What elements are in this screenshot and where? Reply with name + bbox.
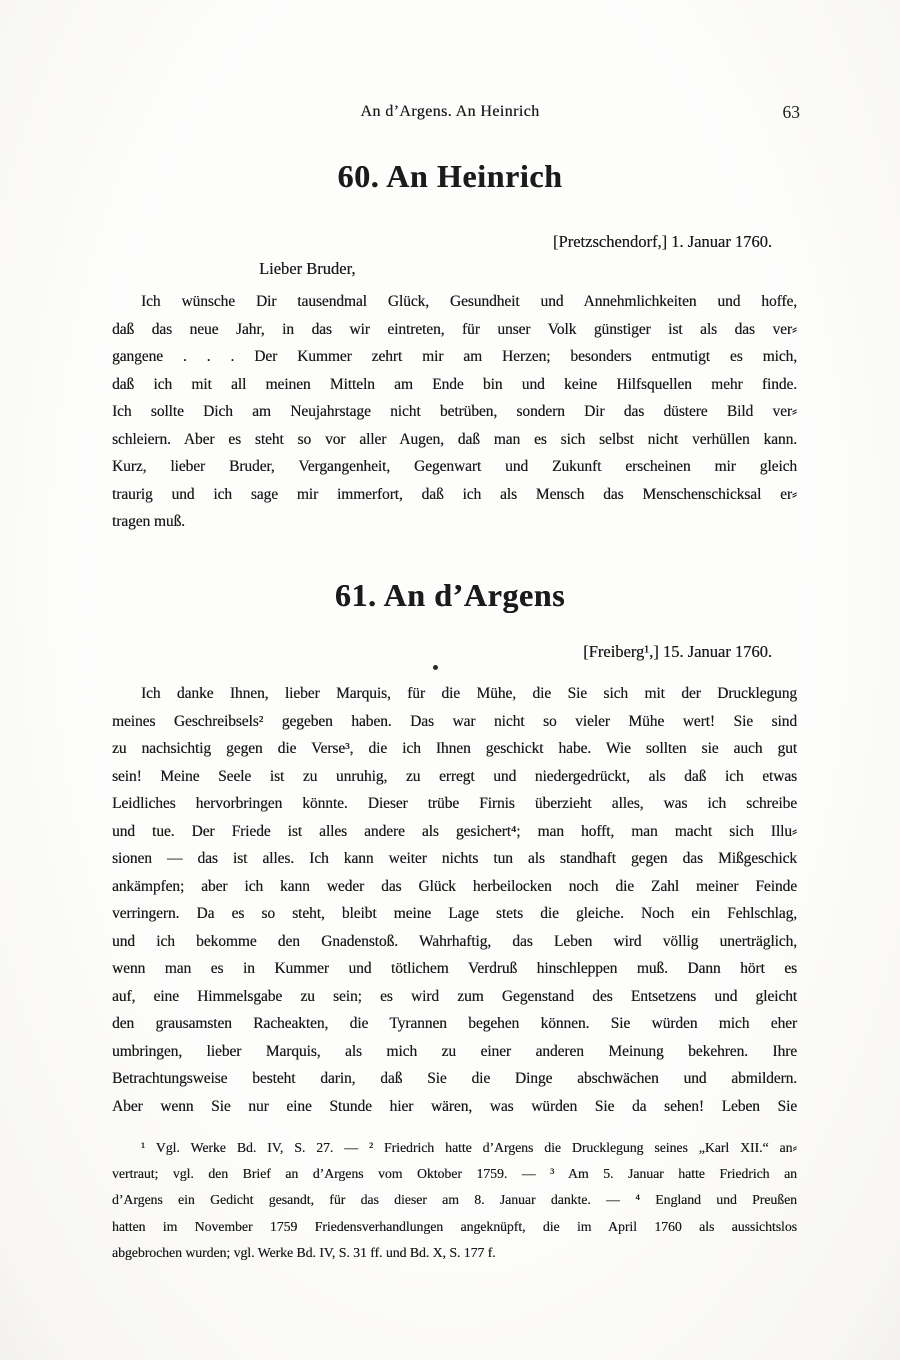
letter-61-body (112, 680, 797, 1120)
text-line: auf, eine Himmelsgabe zu sein; es wird zum Gegenstand des Entsetzens und gleicht (112, 987, 797, 1005)
page-number: 63 (782, 102, 800, 122)
letter-60-heading: 60. An Heinrich (337, 158, 563, 194)
text-line: Ich wünsche Dir tausendmal Glück, Gesundheit und Annehmlichkeiten und hoffe, (141, 293, 797, 310)
text-line: ankämpfen; aber ich kann weder das Glück herbeilocken noch die Zahl meiner Feinde (112, 877, 797, 895)
footnote-line: d’Argens ein Gedicht gesandt, für das dieser am 8. Januar dankte. — ⁴ England und Preußen (112, 1192, 797, 1208)
text-line: umbringen, lieber Marquis, als mich zu einer anderen Meinung bekehren. Ihre (112, 1042, 797, 1060)
letter-60-salutation: Lieber Bruder, (259, 259, 356, 278)
running-header-title: An d’Argens. An Heinrich (360, 103, 540, 120)
text-line: und ich bekomme den Gnadenstoß. Wahrhaftig, das Leben wird völlig unerträglich, (112, 932, 797, 950)
letter-60-dateline: [Pretzschendorf,] 1. Januar 1760. (552, 232, 772, 251)
text-line: und tue. Der Friede ist alles andere als gesichert⁴; man hofft, man macht sich Illu⸗ (112, 822, 797, 840)
footnotes-section (112, 1135, 797, 1266)
text-line: verringern. Da es so steht, bleibt meine Lage stets die gleiche. Noch ein Fehlschlag, (112, 905, 797, 922)
text-line: schleiern. Aber es steht so vor aller Augen, daß man es sich selbst nicht verhüllen kann. (112, 430, 797, 448)
text-line: Ich sollte Dich am Neujahrstage nicht betrüben, sondern Dir das düstere Bild ver⸗ (112, 403, 797, 420)
footnote-line: hatten im November 1759 Friedensverhandlungen angeknüpft, die im April 1760 als aussichtslos (112, 1218, 797, 1234)
letter-60-body (112, 288, 797, 536)
text-line: sein! Meine Seele ist zu unruhig, zu erregt und niedergedrückt, als daß ich etwas (112, 767, 797, 785)
text-line: Kurz, lieber Bruder, Vergangenheit, Gegenwart und Zukunft erscheinen mir gleich (112, 458, 797, 475)
text-line: Betrachtungsweise besteht darin, daß Sie die Dinge abschwächen und abmildern. (112, 1070, 797, 1087)
ink-speck (433, 665, 438, 670)
text-line: sionen — das ist alles. Ich kann weiter nichts tun als standhaft gegen das Mißgeschick (112, 850, 797, 867)
text-line: Ich danke Ihnen, lieber Marquis, für die Mühe, die Sie sich mit der Drucklegung (141, 685, 797, 702)
footnote-line: abgebrochen wurden; vgl. Werke Bd. IV, S. 31 ff. und Bd. X, S. 177 f. (112, 1244, 496, 1260)
letter-61-dateline: [Freiberg¹,] 15. Januar 1760. (583, 642, 772, 661)
letter-61-heading: 61. An d’Argens (334, 577, 566, 613)
text-line: wenn man es in Kummer und tötlichem Verdruß hinschleppen muß. Dann hört es (112, 960, 797, 977)
footnote-line: ¹ Vgl. Werke Bd. IV, S. 27. — ² Friedrich hatte d’Argens die Drucklegung seines „Karl XII.“ an⸗ (141, 1140, 797, 1155)
text-line: daß das neue Jahr, in das wir eintreten, für unser Volk günstiger ist als das ver⸗ (112, 320, 797, 338)
footnote-line: vertraut; vgl. den Brief an d’Argens vom Oktober 1759. — ³ Am 5. Januar hatte Friedrich an (112, 1166, 797, 1182)
text-line: den grausamsten Racheakten, die Tyrannen begehen können. Sie würden mich eher (112, 1015, 797, 1032)
text-line: meines Geschreibsels² gegeben haben. Das war nicht so vieler Mühe wert! Sie sind (112, 712, 797, 730)
text-line: tragen muß. (112, 513, 185, 530)
text-line: Leidliches hervorbringen könnte. Dieser trübe Firnis überzieht alles, was ich schreibe (112, 795, 797, 812)
text-line: daß ich mit all meinen Mitteln am Ende bin und keine Hilfsquellen mehr finde. (112, 375, 797, 393)
text-line: gangene . . . Der Kummer zehrt mir am Herzen; besonders entmutigt es mich, (112, 348, 797, 365)
text-line: zu nachsichtig gegen die Verse³, die ich Ihnen geschickt habe. Wie sollten sie auch gut (112, 740, 797, 757)
text-line: Aber wenn Sie nur eine Stunde hier wären, was würden Sie da sehen! Leben Sie (112, 1097, 797, 1115)
text-line: traurig und ich sage mir immerfort, daß ich als Mensch das Menschenschicksal er⸗ (112, 485, 797, 503)
